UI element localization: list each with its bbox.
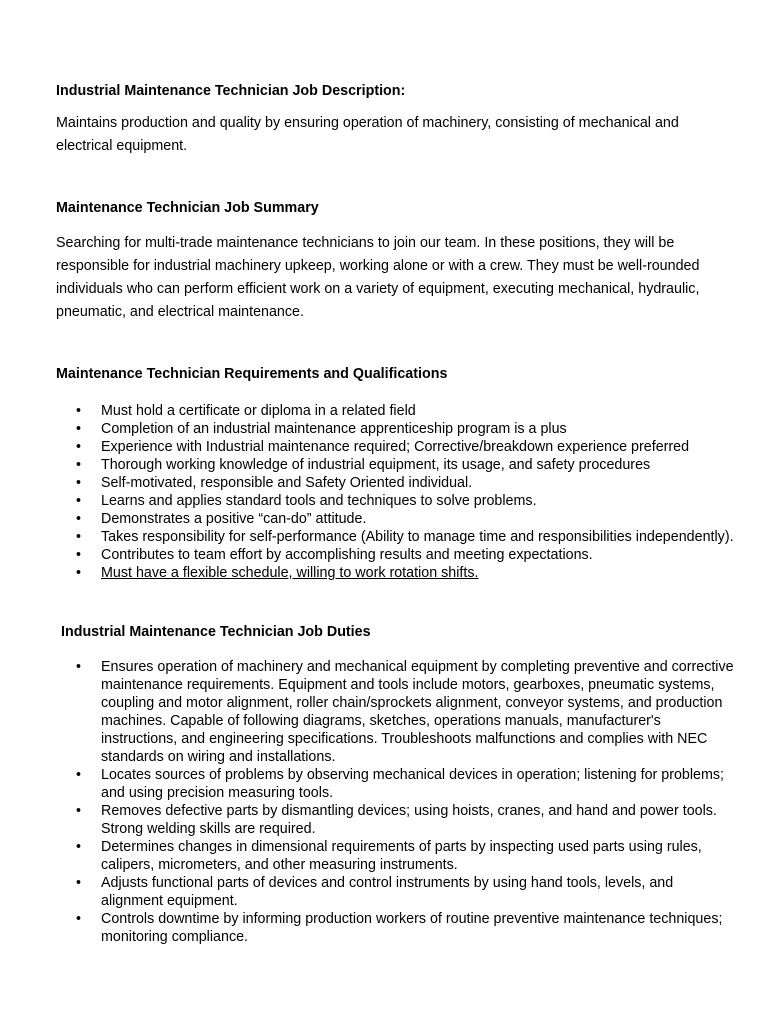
list-item — [76, 564, 736, 582]
bullet-icon: • — [76, 511, 82, 527]
list-item — [76, 420, 736, 438]
list-item — [76, 402, 736, 420]
job-summary-body: Searching for multi-trade maintenance technicians to join our team. In these positions, they will be responsible for industrial machinery upkeep, working alone or with a crew. They must be well-rounded individuals who can perform efficient work on a variety of equipment, executing mechanical, hydraulic, pneumatic, and electrical maintenance. — [56, 235, 700, 320]
bullet-icon: • — [76, 911, 82, 927]
bullet-icon: • — [76, 529, 82, 545]
bullet-icon: • — [76, 457, 82, 473]
list-item-text: Takes responsibility for self-performance (Ability to manage time and responsibilities independently). — [101, 529, 734, 545]
list-item-text: Thorough working knowledge of industrial equipment, its usage, and safety procedures — [101, 457, 651, 473]
duties-list — [76, 658, 736, 946]
bullet-icon: • — [76, 547, 82, 563]
job-description-body: Maintains production and quality by ensuring operation of machinery, consisting of mechanical and electrical equipment. — [56, 115, 679, 154]
bullet-icon: • — [76, 475, 82, 491]
requirements-heading: Maintenance Technician Requirements and Qualifications — [56, 366, 448, 382]
list-item-text: Experience with Industrial maintenance required; Corrective/breakdown experience preferred — [101, 439, 690, 455]
bullet-icon: • — [76, 803, 82, 819]
list-item-text: Contributes to team effort by accomplishing results and meeting expectations. — [101, 547, 593, 563]
list-item-text: Self-motivated, responsible and Safety Oriented individual. — [101, 475, 473, 491]
list-item-text: Must have a flexible schedule, willing to work rotation shifts. — [101, 565, 479, 581]
list-item — [76, 546, 736, 564]
bullet-icon: • — [76, 403, 82, 419]
list-item-text: Controls downtime by informing production workers of routine preventive maintenance techniques; monitoring compliance. — [101, 911, 723, 945]
job-summary-heading: Maintenance Technician Job Summary — [56, 200, 319, 216]
job-description-heading: Industrial Maintenance Technician Job Description: — [56, 83, 406, 99]
bullet-icon: • — [76, 439, 82, 455]
list-item-text: Adjusts functional parts of devices and control instruments by using hand tools, levels, and alignment equipment. — [101, 875, 674, 909]
list-item — [76, 474, 736, 492]
list-item-text: Locates sources of problems by observing mechanical devices in operation; listening for problems; and using precision measuring tools. — [101, 767, 725, 801]
bullet-icon: • — [76, 659, 82, 675]
list-item-text: Must hold a certificate or diploma in a related field — [101, 403, 416, 419]
list-item — [76, 766, 736, 802]
bullet-icon: • — [76, 839, 82, 855]
list-item — [76, 658, 736, 766]
list-item — [76, 492, 736, 510]
bullet-icon: • — [76, 767, 82, 783]
list-item-text: Ensures operation of machinery and mechanical equipment by completing preventive and corrective maintenance requirements. Equipment and tools include motors, gearboxes, pneumatic systems, coupling and motor alignment, roller chain/sprockets alignment, conveyor systems, and production machines. Capable of following diagrams, sketches, operations manuals, manufacturer's instructions, and engineering specifications. Troubleshoots malfunctions and complies with NEC standards on wiring and installations. — [101, 659, 734, 765]
list-item — [76, 528, 736, 546]
requirements-list — [76, 402, 736, 582]
duties-heading: Industrial Maintenance Technician Job Duties — [61, 624, 371, 640]
list-item — [76, 438, 736, 456]
list-item — [76, 802, 736, 838]
list-item — [76, 838, 736, 874]
bullet-icon: • — [76, 421, 82, 437]
list-item — [76, 874, 736, 910]
list-item-text: Removes defective parts by dismantling devices; using hoists, cranes, and hand and power tools. Strong welding skills are required. — [101, 803, 717, 837]
list-item-text: Learns and applies standard tools and techniques to solve problems. — [101, 493, 537, 509]
list-item — [76, 510, 736, 528]
bullet-icon: • — [76, 875, 82, 891]
bullet-icon: • — [76, 565, 82, 581]
list-item-text: Completion of an industrial maintenance apprenticeship program is a plus — [101, 421, 567, 437]
list-item — [76, 456, 736, 474]
list-item-text: Determines changes in dimensional requirements of parts by inspecting used parts using rules, calipers, micrometers, and other measuring instruments. — [101, 839, 702, 873]
bullet-icon: • — [76, 493, 82, 509]
list-item-text: Demonstrates a positive “can-do” attitude. — [101, 511, 367, 527]
list-item — [76, 910, 736, 946]
